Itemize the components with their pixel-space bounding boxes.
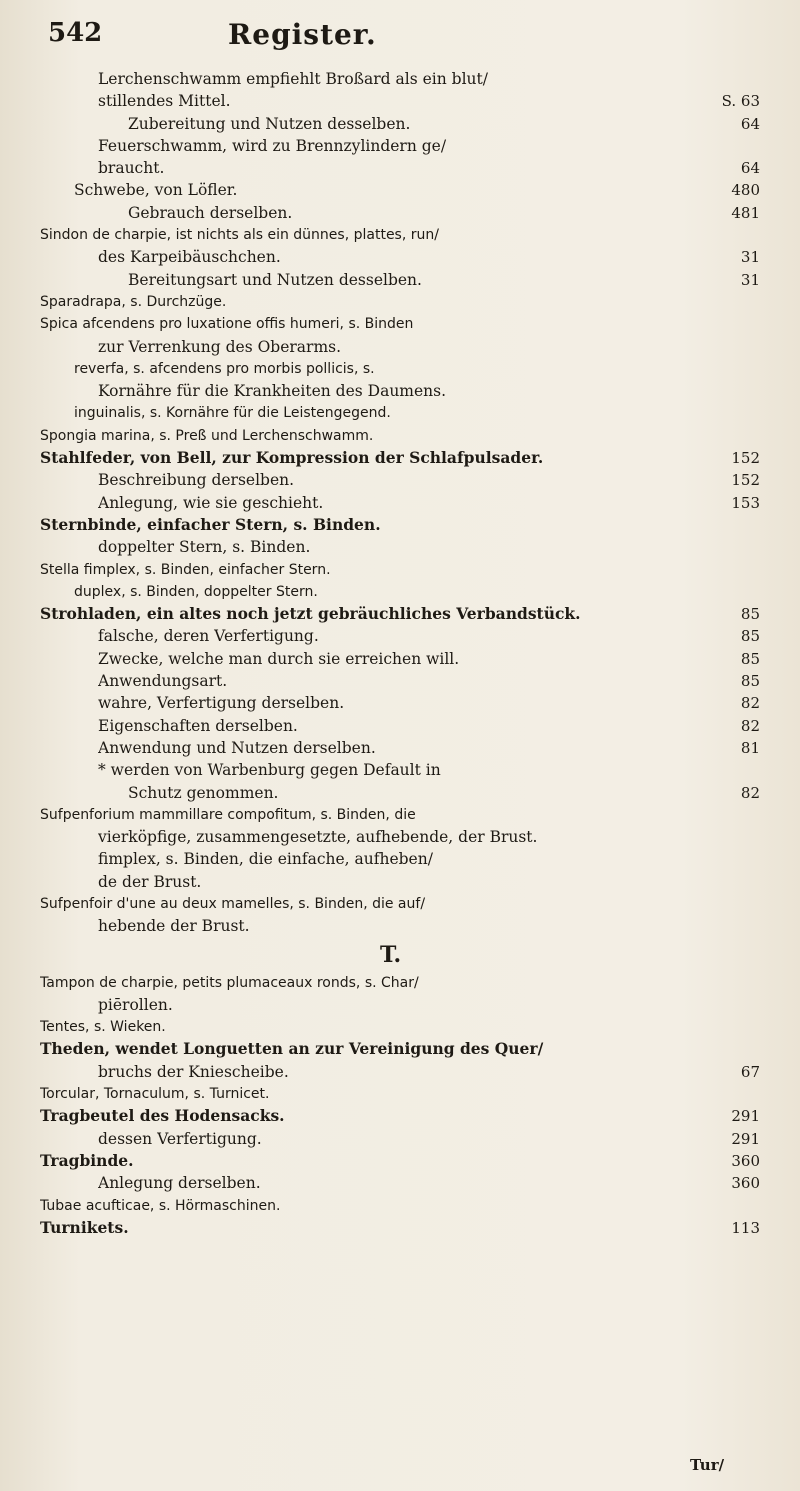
entry-text: Tragbeutel des Hodensacks. (40, 1106, 285, 1126)
entry-page-number: 82 (740, 783, 760, 802)
register-entry (0, 759, 800, 781)
entry-text: Schwebe, von Löfler. (74, 181, 238, 200)
entry-text: Theden, wendet Longuetten an zur Vereinigung des Quer/ (40, 1039, 544, 1059)
catchword: Tur/ (690, 1456, 725, 1474)
entry-page-number: S. 63 (721, 92, 760, 111)
register-entry (0, 157, 800, 179)
entry-text: Strohladen, ein altes noch jetzt gebräuchliches Verbandstück. (40, 604, 581, 624)
entry-text: Bereitungsart und Nutzen desselben. (128, 270, 422, 289)
register-entry (0, 336, 800, 358)
register-entry (0, 782, 800, 804)
register-entry (0, 68, 800, 90)
register-entry (0, 514, 800, 536)
register-entry (0, 1016, 800, 1038)
register-entry (0, 1128, 800, 1150)
entry-text: zur Verrenkung des Oberarms. (98, 337, 342, 356)
register-entry (0, 469, 800, 491)
entry-page-number: 152 (731, 471, 760, 490)
entry-page-number: 85 (740, 605, 760, 624)
entry-page-number: 64 (740, 114, 760, 133)
entry-text: inguinalis, s. Kornähre für die Leistengegend. (74, 405, 391, 422)
entry-text: Tentes, s. Wieken. (40, 1019, 166, 1036)
register-entry (0, 1105, 800, 1127)
register-entry (0, 559, 800, 581)
register-entry (0, 670, 800, 692)
entry-text: duplex, s. Binden, doppelter Stern. (74, 583, 318, 600)
entry-page-number: 85 (740, 672, 760, 691)
page-number: 542 (48, 18, 103, 48)
register-entry (0, 603, 800, 625)
register-entry (0, 246, 800, 268)
entry-text: Gebrauch derselben. (128, 203, 293, 222)
register-entry (0, 1195, 800, 1217)
register-entry (0, 715, 800, 737)
register-entry (0, 536, 800, 558)
page-header (48, 18, 748, 58)
section-letter (0, 938, 800, 972)
entry-text: Kornähre für die Krankheiten des Daumens. (98, 382, 447, 401)
entry-text: Sternbinde, einfacher Stern, s. Binden. (40, 514, 381, 534)
entry-text: Turnikets. (40, 1217, 129, 1237)
register-entry (0, 269, 800, 291)
entry-text: Schutz genommen. (128, 783, 279, 802)
entry-text: stillendes Mittel. (98, 92, 231, 111)
entry-text: Tubae acufticae, s. Hörmaschinen. (40, 1197, 281, 1214)
entry-page-number: 360 (731, 1151, 760, 1170)
register-entry (0, 692, 800, 714)
entry-text: fimplex, s. Binden, die einfache, aufheben/ (98, 850, 433, 869)
entry-text: Tampon de charpie, petits plumaceaux ronds, s. Char/ (40, 974, 419, 991)
register-entry (0, 90, 800, 112)
entry-text: Feuerschwamm, wird zu Brennzylindern ge/ (98, 136, 447, 155)
register-entry (0, 447, 800, 469)
entry-text: Anlegung, wie sie geschieht. (98, 493, 324, 512)
register-entry (0, 972, 800, 994)
entry-page-number: 85 (740, 627, 760, 646)
register-entry (0, 648, 800, 670)
register-entry (0, 1150, 800, 1172)
register-entry (0, 1217, 800, 1239)
entry-text: Sindon de charpie, ist nichts als ein dünnes, plattes, run/ (40, 227, 439, 244)
register-entry (0, 1038, 800, 1060)
entry-page-number: 85 (740, 649, 760, 668)
entry-text: de der Brust. (98, 872, 202, 891)
register-entry (0, 581, 800, 603)
entry-page-number: 480 (731, 181, 760, 200)
entry-text: bruchs der Kniescheibe. (98, 1062, 289, 1081)
entry-text: falsche, deren Verfertigung. (98, 627, 319, 646)
register-entry (0, 358, 800, 380)
register-entry (0, 871, 800, 893)
entry-page-number: 481 (731, 203, 760, 222)
register-entry (0, 915, 800, 937)
entry-page-number: 31 (740, 248, 760, 267)
entry-page-number: 31 (740, 270, 760, 289)
register-entry (0, 113, 800, 135)
entry-text: reverfa, s. afcendens pro morbis pollicis, s. (74, 360, 375, 377)
section-letter-text: T. (380, 941, 402, 968)
register-entry (0, 848, 800, 870)
register-entry (0, 425, 800, 447)
entry-text: Lerchenschwamm empfiehlt Broßard als ein blut/ (98, 70, 488, 88)
entry-text: Eigenschaften derselben. (98, 716, 298, 735)
entry-text: vierköpfige, zusammengesetzte, aufhebende, der Brust. (98, 828, 538, 847)
register-entry (0, 1172, 800, 1194)
entry-text: des Karpeibäuschchen. (98, 248, 281, 267)
register-entries (0, 68, 800, 1239)
entry-page-number: 291 (731, 1129, 760, 1148)
entry-page-number: 360 (731, 1174, 760, 1193)
entry-text: Sparadrapa, s. Durchzüge. (40, 293, 227, 310)
entry-page-number: 67 (740, 1062, 760, 1081)
entry-text: piērollen. (98, 995, 173, 1014)
entry-page-number: 113 (731, 1218, 760, 1237)
entry-text: wahre, Verfertigung derselben. (98, 694, 345, 713)
entry-text: braucht. (98, 159, 165, 178)
entry-page-number: 82 (740, 716, 760, 735)
register-entry (0, 291, 800, 313)
register-entry (0, 380, 800, 402)
entry-text: doppelter Stern, s. Binden. (98, 538, 311, 557)
entry-page-number: 291 (731, 1107, 760, 1126)
register-entry (0, 826, 800, 848)
register-entry (0, 737, 800, 759)
entry-text: Anlegung derselben. (98, 1174, 261, 1193)
register-entry (0, 202, 800, 224)
register-entry (0, 893, 800, 915)
entry-page-number: 81 (740, 738, 760, 757)
entry-text: Spongia marina, s. Preß und Lerchenschwamm. (40, 427, 374, 444)
entry-text: Zwecke, welche man durch sie erreichen will. (98, 649, 460, 668)
register-entry (0, 135, 800, 157)
entry-page-number: 153 (731, 493, 760, 512)
register-entry (0, 1083, 800, 1105)
entry-text: Anwendung und Nutzen derselben. (98, 738, 376, 757)
entry-text: dessen Verfertigung. (98, 1129, 262, 1148)
register-entry (0, 179, 800, 201)
entry-text: hebende der Brust. (98, 917, 250, 936)
register-entry (0, 224, 800, 246)
entry-page-number: 152 (731, 449, 760, 468)
register-entry (0, 804, 800, 826)
entry-text: Sufpenforium mammillare compofitum, s. Binden, die (40, 806, 416, 823)
entry-text: Stella fimplex, s. Binden, einfacher Stern. (40, 561, 331, 578)
register-entry (0, 402, 800, 424)
register-entry (0, 625, 800, 647)
entry-text: Torcular, Tornaculum, s. Turnicet. (40, 1086, 270, 1103)
entry-text: Stahlfeder, von Bell, zur Kompression der Schlafpulsader. (40, 448, 544, 468)
entry-text: Sufpenfoir d'une au deux mamelles, s. Binden, die auf/ (40, 895, 426, 912)
entry-page-number: 82 (740, 694, 760, 713)
register-entry (0, 313, 800, 335)
entry-text: Anwendungsart. (98, 672, 228, 691)
register-entry (0, 492, 800, 514)
entry-text: Tragbinde. (40, 1150, 134, 1170)
entry-text: * werden von Warbenburg gegen Default in (98, 761, 441, 780)
entry-text: Beschreibung derselben. (98, 471, 295, 490)
entry-page-number: 64 (740, 159, 760, 178)
running-title: Register. (228, 18, 377, 51)
entry-text: Zubereitung und Nutzen desselben. (128, 114, 411, 133)
register-entry (0, 994, 800, 1016)
register-entry (0, 1061, 800, 1083)
entry-text: Spica afcendens pro luxatione offis humeri, s. Binden (40, 316, 414, 333)
